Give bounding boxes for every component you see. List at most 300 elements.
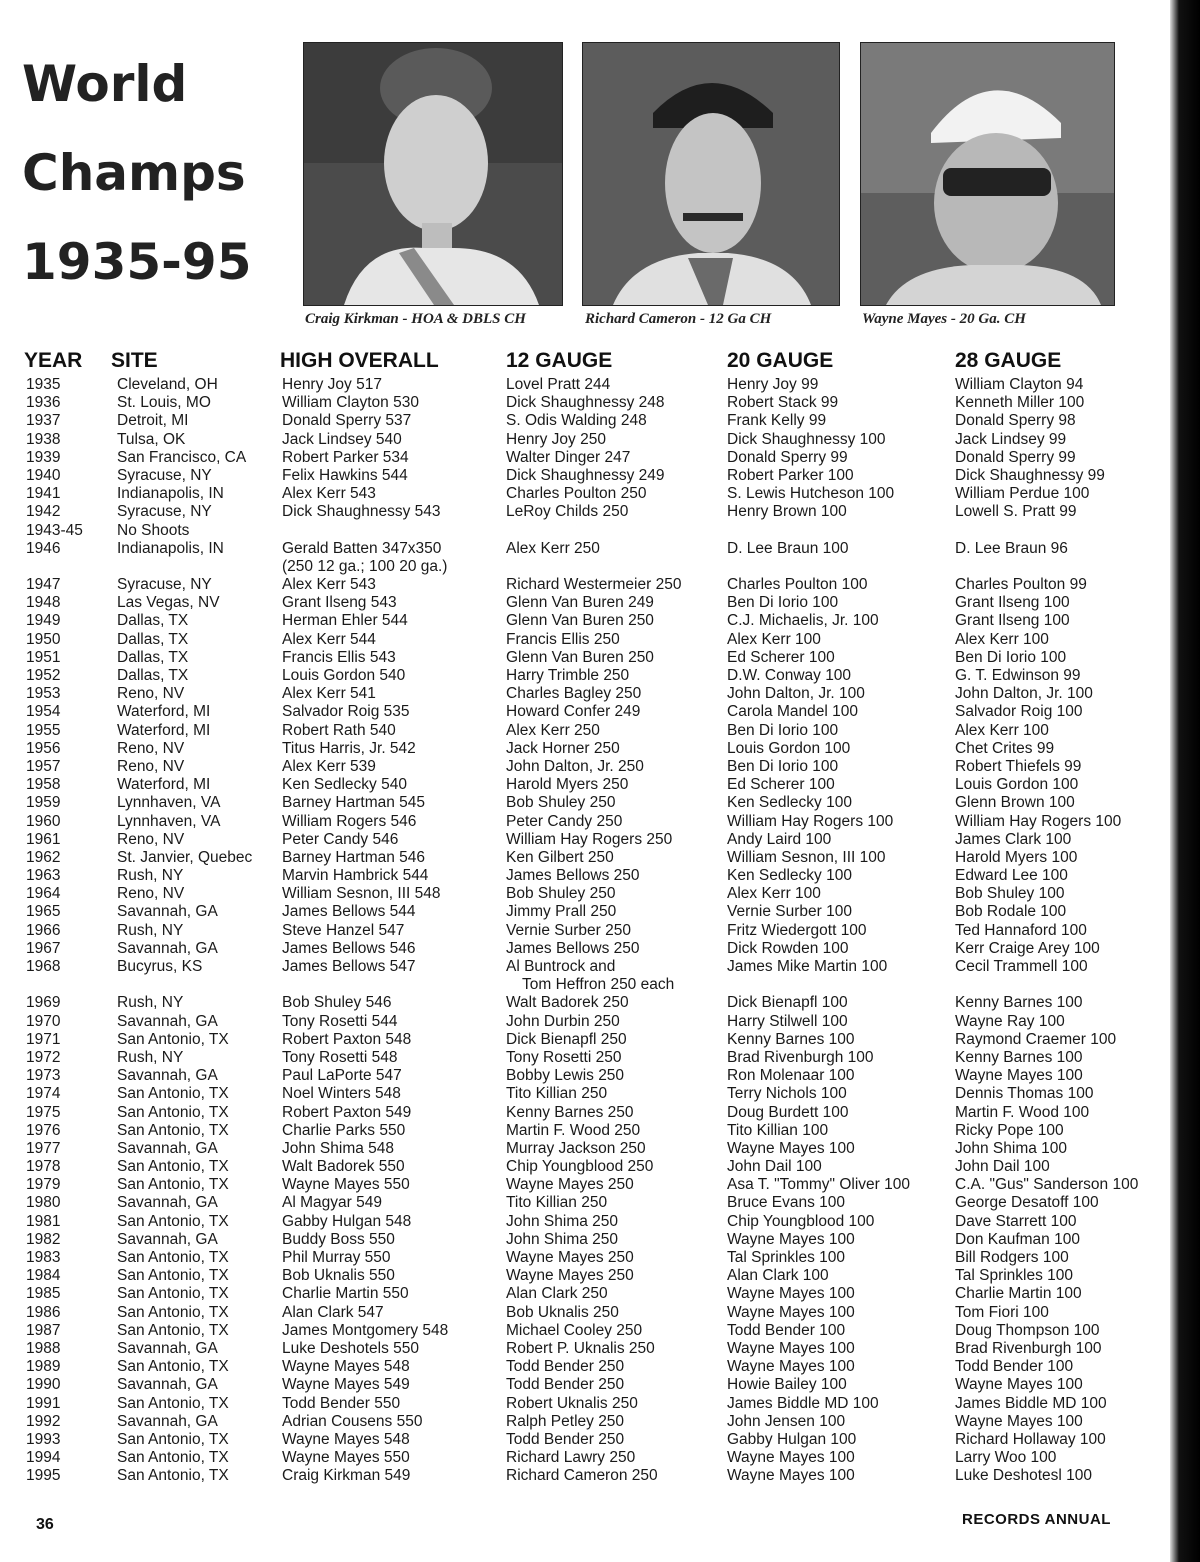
cell-g20 xyxy=(727,867,852,885)
cell-text: Reno, NV xyxy=(117,685,185,703)
cell-year xyxy=(26,758,60,776)
cell-text: San Antonio, TX xyxy=(117,1158,229,1176)
cell-text: Savannah, GA xyxy=(117,1412,218,1430)
cell-year xyxy=(26,940,60,958)
cell-g28 xyxy=(955,994,1083,1012)
cell-g20 xyxy=(727,1194,845,1212)
cell-text: Ben Di Iorio 100 xyxy=(955,648,1067,666)
cell-hoa xyxy=(282,1194,382,1212)
table-row xyxy=(0,1031,1170,1049)
cell-g12 xyxy=(506,958,674,994)
cell-text: Brad Rivenburgh 100 xyxy=(727,1048,874,1066)
cell-site xyxy=(117,940,218,958)
cell-site xyxy=(117,794,220,812)
cell-text: Richard Hollaway 100 xyxy=(955,1430,1106,1448)
cell-g20 xyxy=(727,776,835,794)
cell-text: Ken Gilbert 250 xyxy=(506,848,614,866)
cell-site xyxy=(117,540,224,558)
cell-text: 1953 xyxy=(26,685,61,703)
cell-hoa xyxy=(282,1231,395,1249)
table-row xyxy=(0,885,1170,903)
cell-hoa xyxy=(282,576,376,594)
page-edge xyxy=(1170,0,1200,1562)
cell-text: 1966 xyxy=(26,921,61,939)
cell-year xyxy=(26,1449,60,1467)
cell-text: Dave Starrett 100 xyxy=(955,1212,1077,1230)
cell-text: 1937 xyxy=(26,412,61,430)
cell-text: William Clayton 94 xyxy=(955,376,1084,393)
cell-g20 xyxy=(727,612,879,630)
cell-text: Walt Badorek 550 xyxy=(282,1158,405,1176)
cell-text: Gabby Hulgan 548 xyxy=(282,1212,412,1230)
cell-text: 1941 xyxy=(26,485,61,503)
cell-year xyxy=(26,994,60,1012)
cell-text: Dick Rowden 100 xyxy=(727,939,849,957)
table-row xyxy=(0,703,1170,721)
cell-g12 xyxy=(506,1395,638,1413)
table-row xyxy=(0,612,1170,630)
cell-g20 xyxy=(727,994,848,1012)
cell-text: Waterford, MI xyxy=(117,721,211,739)
cell-text: Alex Kerr 100 xyxy=(727,885,821,903)
table-row xyxy=(0,412,1170,430)
cell-text: San Antonio, TX xyxy=(117,1030,229,1048)
cell-text: D.W. Conway 100 xyxy=(727,667,852,685)
cell-text: Richard Lawry 250 xyxy=(506,1449,636,1467)
cell-text: Wayne Mayes 548 xyxy=(282,1430,410,1448)
cell-g28 xyxy=(955,1376,1083,1394)
cell-g12 xyxy=(506,431,606,449)
cell-g12 xyxy=(506,667,629,685)
cell-g12 xyxy=(506,1158,653,1176)
cell-text: Dick Shaughnessy 99 xyxy=(955,466,1105,484)
cell-g28 xyxy=(955,1140,1067,1158)
cell-year xyxy=(26,412,60,430)
cell-text: Wayne Mayes 100 xyxy=(727,1230,855,1248)
table-row xyxy=(0,958,1170,994)
cell-text: Howie Bailey 100 xyxy=(727,1376,847,1394)
table-row xyxy=(0,1340,1170,1358)
table-row xyxy=(0,1213,1170,1231)
cell-hoa xyxy=(282,849,425,867)
cell-g12 xyxy=(506,1376,624,1394)
cell-text: Ken Sedlecky 100 xyxy=(727,867,852,885)
cell-site xyxy=(117,1449,229,1467)
table-row xyxy=(0,1322,1170,1340)
cell-text: Paul LaPorte 547 xyxy=(282,1067,402,1085)
cell-g28 xyxy=(955,922,1087,940)
cell-g28 xyxy=(955,1031,1116,1049)
cell-text: Alex Kerr 541 xyxy=(282,685,376,703)
cell-text: Charlie Martin 100 xyxy=(955,1285,1082,1303)
cell-hoa xyxy=(282,703,410,721)
cell-g20 xyxy=(727,722,838,740)
cell-text: Alex Kerr 100 xyxy=(727,630,821,648)
champions-table xyxy=(0,376,1170,1485)
cell-text: C.J. Michaelis, Jr. 100 xyxy=(727,612,879,630)
cell-text: James Mike Martin 100 xyxy=(727,958,888,976)
cell-text: Chip Youngblood 100 xyxy=(727,1212,875,1230)
cell-text: Michael Cooley 250 xyxy=(506,1321,643,1339)
cell-year xyxy=(26,449,60,467)
cell-text: 1980 xyxy=(26,1194,61,1212)
cell-g12 xyxy=(506,1249,634,1267)
cell-text: Bob Shuley 250 xyxy=(506,885,616,903)
cell-text: Tito Killian 250 xyxy=(506,1085,608,1103)
page-number: 36 xyxy=(36,1516,54,1533)
cell-text: Tal Sprinkles 100 xyxy=(955,1267,1074,1285)
cell-g28 xyxy=(955,649,1066,667)
table-row xyxy=(0,1067,1170,1085)
cell-text: George Desatoff 100 xyxy=(955,1194,1099,1212)
table-row xyxy=(0,631,1170,649)
cell-text: Indianapolis, IN xyxy=(117,539,224,557)
cell-g20 xyxy=(727,394,838,412)
cell-text: James Bellows 250 xyxy=(506,939,640,957)
table-row xyxy=(0,1413,1170,1431)
cell-g20 xyxy=(727,794,852,812)
cell-text: Wayne Mayes 100 xyxy=(955,1412,1083,1430)
cell-year xyxy=(26,1285,60,1303)
cell-year xyxy=(26,1413,60,1431)
cell-g28 xyxy=(955,431,1066,449)
cell-text-continued: Tom Heffron 250 each xyxy=(522,976,675,994)
cell-site xyxy=(117,776,210,794)
table-row xyxy=(0,758,1170,776)
cell-text: Harry Stilwell 100 xyxy=(727,1012,848,1030)
cell-hoa xyxy=(282,540,447,576)
cell-text: Alex Kerr 539 xyxy=(282,757,376,775)
cell-text: Larry Woo 100 xyxy=(955,1449,1057,1467)
cell-g20 xyxy=(727,703,858,721)
cell-text: Henry Joy 517 xyxy=(282,376,382,393)
cell-site xyxy=(117,958,202,976)
cell-text: Robert Rath 540 xyxy=(282,721,396,739)
cell-site xyxy=(117,903,218,921)
cell-text: James Biddle MD 100 xyxy=(955,1394,1107,1412)
table-row xyxy=(0,649,1170,667)
cell-site xyxy=(117,1104,229,1122)
cell-text: Donald Sperry 99 xyxy=(727,448,848,466)
cell-text: Dallas, TX xyxy=(117,667,189,685)
cell-hoa xyxy=(282,485,376,503)
cell-site xyxy=(117,1413,218,1431)
cell-text: San Antonio, TX xyxy=(117,1449,229,1467)
cell-g12 xyxy=(506,1231,618,1249)
cell-text: 1967 xyxy=(26,939,61,957)
cell-hoa xyxy=(282,1031,411,1049)
cell-site xyxy=(117,667,188,685)
cell-site xyxy=(117,1285,229,1303)
cell-text: Harry Trimble 250 xyxy=(506,667,630,685)
cell-text: 1991 xyxy=(26,1394,61,1412)
cell-g20 xyxy=(727,758,838,776)
cell-text: Vernie Surber 250 xyxy=(506,921,631,939)
cell-text: 1987 xyxy=(26,1321,61,1339)
cell-text: Las Vegas, NV xyxy=(117,594,220,612)
cell-text: 1957 xyxy=(26,757,61,775)
table-row xyxy=(0,1176,1170,1194)
table-row xyxy=(0,1304,1170,1322)
cell-text: Cecil Trammell 100 xyxy=(955,958,1088,976)
cell-g12 xyxy=(506,485,646,503)
cell-site xyxy=(117,1395,229,1413)
cell-g28 xyxy=(955,794,1075,812)
cell-g28 xyxy=(955,1194,1099,1212)
cell-text: 1951 xyxy=(26,648,61,666)
cell-text: Reno, NV xyxy=(117,830,185,848)
cell-text: Tito Killian 250 xyxy=(506,1194,608,1212)
cell-g28 xyxy=(955,722,1049,740)
column-header-20-gauge: 20 GAUGE xyxy=(727,349,834,372)
cell-text: Todd Bender 100 xyxy=(955,1358,1074,1376)
portrait-image xyxy=(583,43,839,305)
cell-g28 xyxy=(955,631,1049,649)
cell-text: Reno, NV xyxy=(117,757,185,775)
cell-text: James Bellows 546 xyxy=(282,939,416,957)
cell-text: 1971 xyxy=(26,1030,61,1048)
cell-text: 1978 xyxy=(26,1158,61,1176)
cell-text: John Dail 100 xyxy=(727,1158,822,1176)
cell-text: Charlie Martin 550 xyxy=(282,1285,409,1303)
cell-hoa xyxy=(282,794,425,812)
cell-year xyxy=(26,776,60,794)
cell-text: Buddy Boss 550 xyxy=(282,1230,395,1248)
cell-g28 xyxy=(955,1013,1065,1031)
cell-text: Noel Winters 548 xyxy=(282,1085,401,1103)
cell-hoa xyxy=(282,594,397,612)
cell-text: San Antonio, TX xyxy=(117,1085,229,1103)
cell-site xyxy=(117,1085,229,1103)
cell-g20 xyxy=(727,431,886,449)
cell-site xyxy=(117,431,185,449)
cell-g12 xyxy=(506,376,610,394)
cell-text: Carola Mandel 100 xyxy=(727,703,858,721)
cell-text: James Clark 100 xyxy=(955,830,1072,848)
cell-year xyxy=(26,831,60,849)
photo-wayne-mayes xyxy=(860,42,1115,306)
cell-text: Dick Bienapfl 100 xyxy=(727,994,848,1012)
cell-text: Martin F. Wood 250 xyxy=(506,1121,641,1139)
cell-g20 xyxy=(727,1304,855,1322)
cell-text: 1958 xyxy=(26,776,61,794)
cell-hoa xyxy=(282,1140,394,1158)
cell-g20 xyxy=(727,1104,849,1122)
cell-g28 xyxy=(955,740,1054,758)
cell-text: 1968 xyxy=(26,958,61,976)
cell-hoa xyxy=(282,1322,448,1340)
table-row xyxy=(0,540,1170,576)
cell-g20 xyxy=(727,1140,855,1158)
cell-g20 xyxy=(727,1358,855,1376)
cell-site xyxy=(117,722,210,740)
cell-year xyxy=(26,849,60,867)
cell-g28 xyxy=(955,903,1066,921)
cell-text: Lowell S. Pratt 99 xyxy=(955,503,1077,521)
cell-g12 xyxy=(506,1267,634,1285)
cell-g28 xyxy=(955,1085,1093,1103)
cell-text: Alex Kerr 250 xyxy=(506,721,600,739)
photo-richard-cameron xyxy=(582,42,840,306)
cell-g28 xyxy=(955,1431,1106,1449)
cell-year xyxy=(26,1467,60,1485)
cell-text: Glenn Van Buren 250 xyxy=(506,648,654,666)
cell-text: Syracuse, NY xyxy=(117,466,212,484)
cell-text: Brad Rivenburgh 100 xyxy=(955,1339,1102,1357)
cell-text: Raymond Craemer 100 xyxy=(955,1030,1117,1048)
cell-text: Rush, NY xyxy=(117,921,184,939)
cell-g28 xyxy=(955,1104,1089,1122)
cell-text: Tom Fiori 100 xyxy=(955,1303,1049,1321)
cell-g12 xyxy=(506,1431,624,1449)
cell-g28 xyxy=(955,1249,1069,1267)
cell-text: Chet Crites 99 xyxy=(955,739,1055,757)
table-row xyxy=(0,1104,1170,1122)
cell-year xyxy=(26,576,60,594)
table-row xyxy=(0,576,1170,594)
cell-text: Alex Kerr 544 xyxy=(282,630,376,648)
cell-text: Luke Deshotesl 100 xyxy=(955,1467,1093,1485)
cell-year xyxy=(26,885,60,903)
cell-site xyxy=(117,813,220,831)
cell-year xyxy=(26,1322,60,1340)
cell-text: Todd Bender 250 xyxy=(506,1376,625,1394)
cell-hoa xyxy=(282,1067,402,1085)
cell-text: 1983 xyxy=(26,1249,61,1267)
cell-text: 1948 xyxy=(26,594,61,612)
cell-text: Wayne Mayes 100 xyxy=(727,1339,855,1357)
cell-text: Robert Stack 99 xyxy=(727,394,839,412)
cell-text: 1949 xyxy=(26,612,61,630)
cell-g20 xyxy=(727,1285,855,1303)
cell-text: James Montgomery 548 xyxy=(282,1321,449,1339)
cell-text: Howard Confer 249 xyxy=(506,703,641,721)
cell-year xyxy=(26,1158,60,1176)
cell-text: San Antonio, TX xyxy=(117,1103,229,1121)
cell-text: Doug Thompson 100 xyxy=(955,1321,1100,1339)
cell-text: James Bellows 544 xyxy=(282,903,416,921)
cell-text: Bucyrus, KS xyxy=(117,958,203,976)
cell-g20 xyxy=(727,467,854,485)
table-row xyxy=(0,1467,1170,1485)
cell-text: James Bellows 547 xyxy=(282,958,416,976)
table-row xyxy=(0,1158,1170,1176)
cell-g12 xyxy=(506,1031,627,1049)
cell-year xyxy=(26,740,60,758)
cell-text: 1994 xyxy=(26,1449,61,1467)
cell-site xyxy=(117,1467,229,1485)
portrait-image xyxy=(861,43,1114,305)
cell-text: John Dalton, Jr. 100 xyxy=(955,685,1093,703)
cell-text: San Antonio, TX xyxy=(117,1121,229,1139)
cell-text: William Rogers 546 xyxy=(282,812,417,830)
cell-text: John Jensen 100 xyxy=(727,1412,846,1430)
cell-text: Francis Ellis 250 xyxy=(506,630,620,648)
table-row xyxy=(0,903,1170,921)
cell-hoa xyxy=(282,1304,384,1322)
cell-g12 xyxy=(506,1049,621,1067)
cell-text: Harold Myers 100 xyxy=(955,848,1078,866)
cell-g12 xyxy=(506,885,615,903)
cell-text: Ken Sedlecky 100 xyxy=(727,794,852,812)
cell-text: Ron Molenaar 100 xyxy=(727,1067,855,1085)
cell-text: Waterford, MI xyxy=(117,776,211,794)
cell-g28 xyxy=(955,412,1076,430)
table-row xyxy=(0,1085,1170,1103)
cell-g20 xyxy=(727,831,831,849)
cell-text: 1982 xyxy=(26,1230,61,1248)
cell-year xyxy=(26,522,83,540)
cell-text: Rush, NY xyxy=(117,994,184,1012)
cell-text: Savannah, GA xyxy=(117,903,218,921)
cell-g20 xyxy=(727,1085,847,1103)
cell-year xyxy=(26,722,60,740)
cell-g12 xyxy=(506,1122,640,1140)
cell-g20 xyxy=(727,1413,845,1431)
cell-g20 xyxy=(727,813,893,831)
cell-year xyxy=(26,1049,60,1067)
cell-text: Murray Jackson 250 xyxy=(506,1139,646,1157)
cell-g20 xyxy=(727,922,867,940)
table-row xyxy=(0,1249,1170,1267)
cell-hoa xyxy=(282,1431,410,1449)
cell-text: Tony Rosetti 548 xyxy=(282,1048,398,1066)
portrait-image xyxy=(304,43,562,305)
cell-text: Wayne Mayes 250 xyxy=(506,1176,634,1194)
cell-hoa xyxy=(282,1285,409,1303)
table-row xyxy=(0,722,1170,740)
cell-text: Tito Killian 100 xyxy=(727,1121,829,1139)
cell-text: San Antonio, TX xyxy=(117,1285,229,1303)
table-row xyxy=(0,485,1170,503)
cell-g28 xyxy=(955,685,1093,703)
cell-hoa xyxy=(282,940,416,958)
cell-text: San Antonio, TX xyxy=(117,1303,229,1321)
cell-text: Savannah, GA xyxy=(117,1139,218,1157)
cell-g28 xyxy=(955,485,1089,503)
cell-g20 xyxy=(727,1067,855,1085)
cell-text: Indianapolis, IN xyxy=(117,485,224,503)
cell-text: Barney Hartman 546 xyxy=(282,848,426,866)
cell-g12 xyxy=(506,1449,635,1467)
cell-g12 xyxy=(506,703,640,721)
cell-text-continued: (250 12 ga.; 100 20 ga.) xyxy=(282,557,448,575)
cell-text: Wayne Mayes 250 xyxy=(506,1249,634,1267)
cell-g12 xyxy=(506,1085,607,1103)
cell-g28 xyxy=(955,1467,1092,1485)
cell-text: San Antonio, TX xyxy=(117,1176,229,1194)
cell-text: Wayne Mayes 100 xyxy=(727,1303,855,1321)
cell-text: Gabby Hulgan 100 xyxy=(727,1430,857,1448)
cell-site xyxy=(117,867,183,885)
cell-text: Jimmy Prall 250 xyxy=(506,903,617,921)
cell-g12 xyxy=(506,1304,619,1322)
cell-g28 xyxy=(955,1176,1138,1194)
cell-g12 xyxy=(506,503,628,521)
cell-text: 1993 xyxy=(26,1430,61,1448)
cell-year xyxy=(26,1176,60,1194)
cell-g12 xyxy=(506,849,614,867)
cell-year xyxy=(26,667,60,685)
cell-g12 xyxy=(506,1213,618,1231)
table-row xyxy=(0,685,1170,703)
cell-g12 xyxy=(506,412,647,430)
cell-text: Lovel Pratt 244 xyxy=(506,376,611,393)
cell-text: William Perdue 100 xyxy=(955,485,1090,503)
cell-text: Reno, NV xyxy=(117,739,185,757)
table-row xyxy=(0,1049,1170,1067)
cell-hoa xyxy=(282,1213,411,1231)
